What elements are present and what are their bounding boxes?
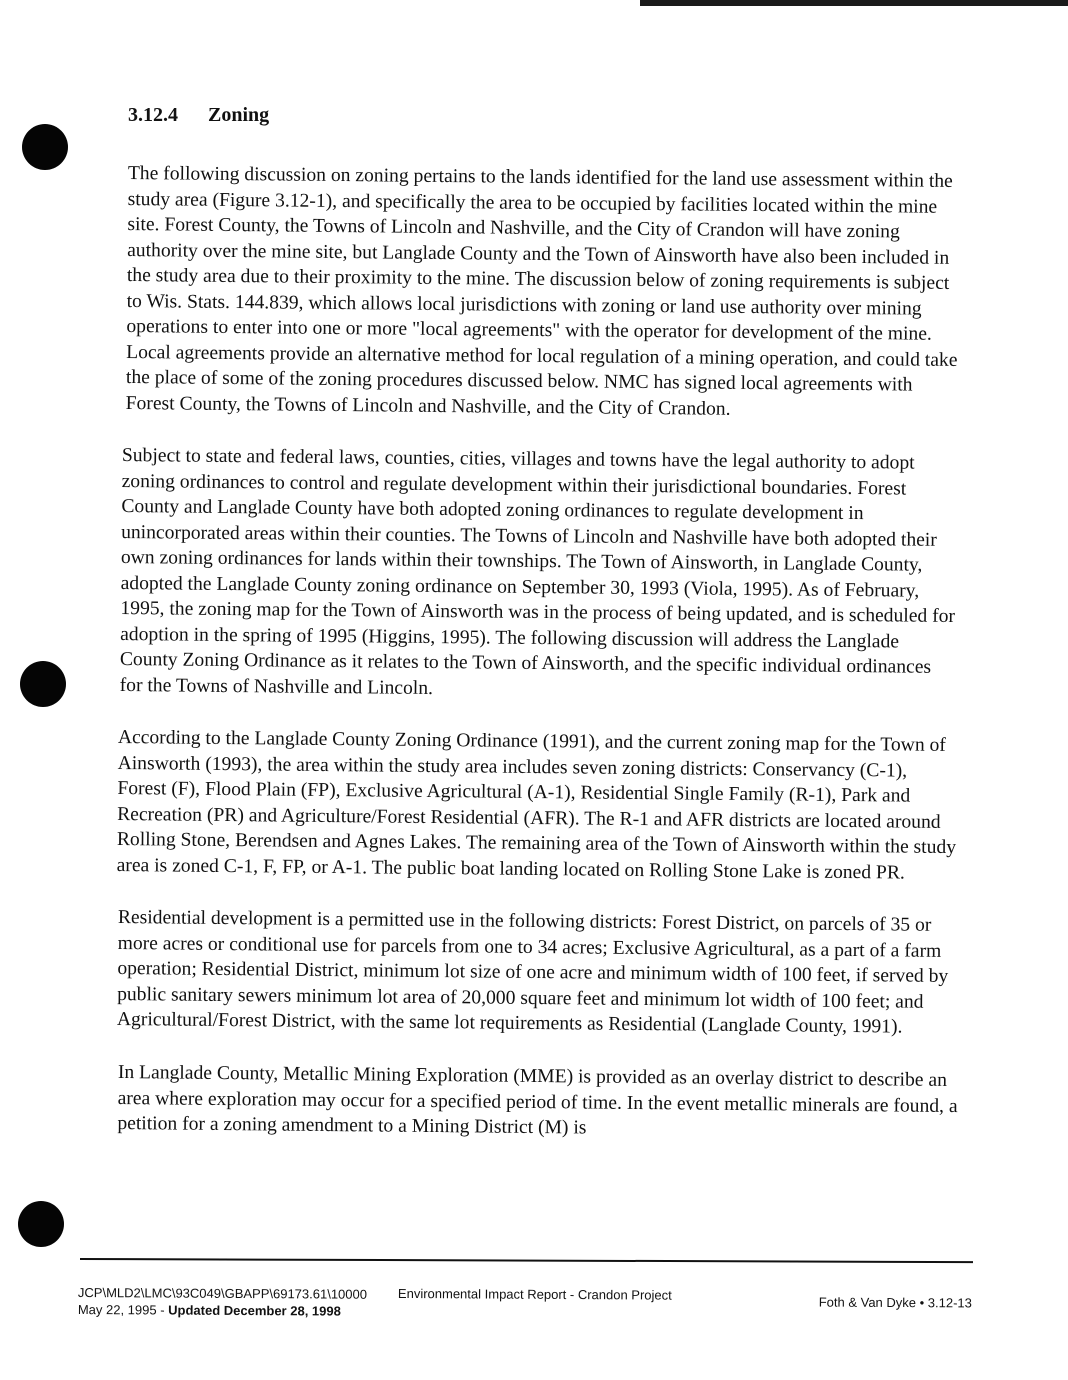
binder-hole-top	[22, 124, 68, 170]
footer-divider	[80, 1258, 973, 1263]
section-number: 3.12.4	[128, 104, 178, 126]
footer-page-number: Foth & Van Dyke • 3.12-13	[818, 1294, 972, 1311]
page-footer	[78, 1284, 978, 1329]
section-heading	[128, 104, 960, 127]
footer-date-original: May 22, 1995 -	[77, 1301, 169, 1318]
footer-dates	[78, 1301, 367, 1320]
paragraph-legal-authority: Subject to state and federal laws, counties, cities, villages and towns have the legal authority to adopt zoning ordinances to control and regulate development within their jurisdictional boundaries. Forest County and Langlade County have both adopted zoning ordinances to regulate development in unincorporated areas within their counties. The Towns of Lincoln and Nashville have both adopted their own zoning ordinances for lands within their townships. The Town of Ainsworth, in Langlade County, adopted the Langlade County zoning ordinance on September 30, 1993 (Viola, 1995). As of February, 1995, the zoning map for the Town of Ainsworth was in the process of being updated, and is scheduled for adoption in the spring of 1995 (Higgins, 1995). The following discussion will address the Langlade County Zoning Ordinance as it relates to the Town of Ainsworth, and the specific individual ordinances for the Towns of Nashville and Lincoln.	[119, 444, 956, 699]
binder-hole-bottom	[18, 1201, 64, 1247]
paragraph-zoning-intro: The following discussion on zoning pertains to the lands identified for the land use assessment within the study area (Figure 3.12-1), and specifically the area to be occupied by facilities located within the mine site. Forest County, the Towns of Lincoln and Nashville, and the City of Crandon will have zoning authority over the mine site, but Langlade County and the Town of Ainsworth have also been included in the study area due to their proximity to the mine. The discussion below of zoning requirements is subject to Wis. Stats. 144.839, which allows local jurisdictions with zoning or land use authority over mining operations to enter into one or more "local agreements" with the operator for development of the mine. Local agreements provide an alternative method for local regulation of a mining operation, and could take the place of some of the zoning procedures discussed below. NMC has signed local agreements with Forest County, the Towns of Lincoln and Nashville, and the City of Crandon.	[125, 162, 958, 420]
paragraph-residential-development: Residential development is a permitted use in the following districts: Forest District, on parcels of 35 or more acres or conditional use for parcels from one to 34 acres; Exclusive Agricultural, as a part of a farm operation; Residential District, minimum lot size of one acre and minimum width of 100 feet, if served by public sanitary sewers minimum lot area of 20,000 square feet and minimum lot width of 100 feet; and Agricultural/Forest District, with the same lot requirements as Residential (Langlade County, 1991).	[116, 906, 949, 1038]
page-body	[118, 104, 960, 1163]
scan-top-edge	[640, 0, 1068, 6]
paragraph-ainsworth-districts: According to the Langlade County Zoning Ordinance (1991), and the current zoning map for the Town of Ainsworth (1993), the area within the study area includes seven zoning districts: Conservancy (C-1), Forest (F), Flood Plain (FP), Exclusive Agricultural (A-1), Residential Single Family (R-1), Park and Recreation (PR) and Agriculture/Forest Residential (AFR). The R-1 and AFR districts are located around Rolling Stone, Berendsen and Agnes Lakes. The remaining area of the Town of Ainsworth within the study area is zoned C-1, F, FP, or A-1. The public boat landing located on Rolling Stone Lake is zoned PR.	[116, 726, 957, 884]
paragraph-mining-exploration: In Langlade County, Metallic Mining Exploration (MME) is provided as an overlay district to describe an area where exploration may occur for a specified period of time. In the event metallic minerals are found, a petition for a zoning amendment to a Mining District (M) is	[117, 1061, 958, 1138]
footer-date-updated: Updated December 28, 1998	[168, 1302, 341, 1319]
binder-hole-middle	[20, 661, 66, 707]
footer-file-path: JCP\MLD2\LMC\93C049\GBAPP\69173.61\10000	[77, 1285, 368, 1302]
footer-document-title: Environmental Impact Report - Crandon Project	[397, 1285, 672, 1303]
footer-file-info	[78, 1284, 367, 1320]
section-title: Zoning	[208, 104, 270, 126]
